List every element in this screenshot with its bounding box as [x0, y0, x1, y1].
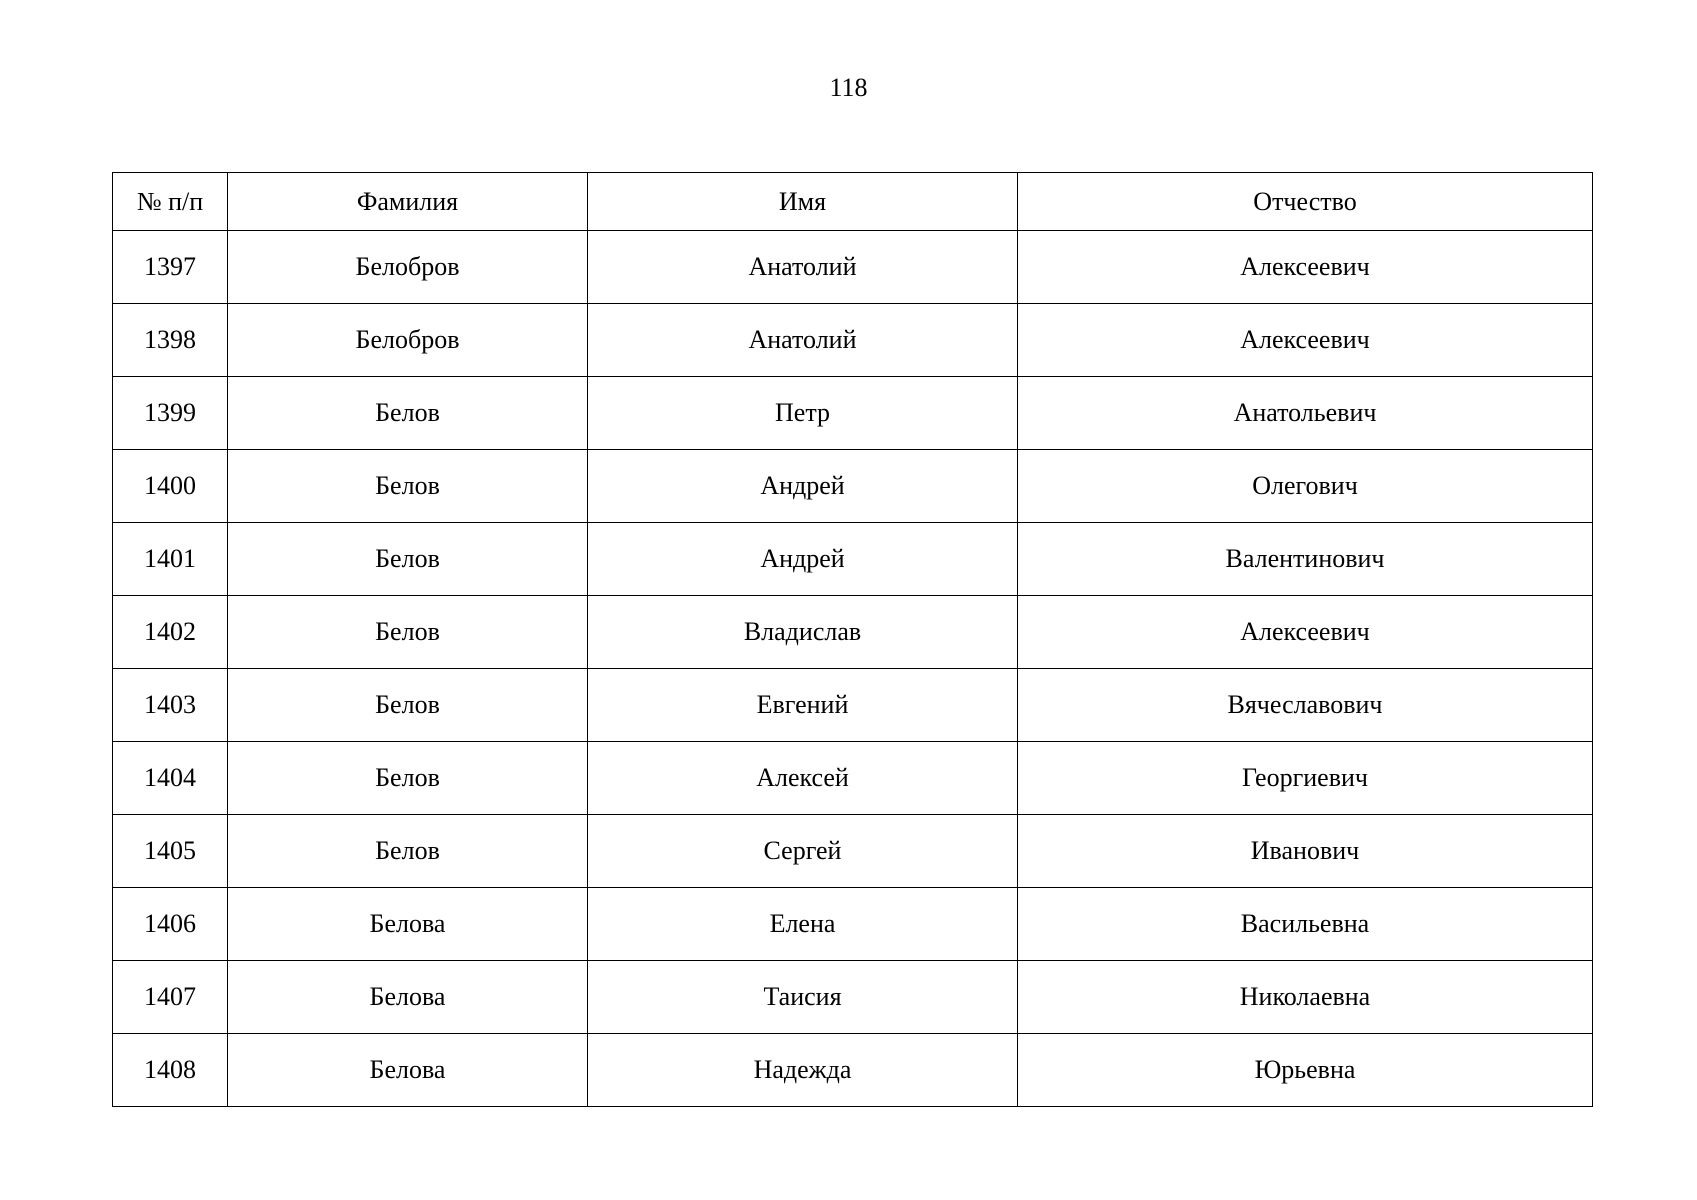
cell-name: Анатолий	[588, 231, 1018, 304]
table-body	[113, 231, 1593, 1107]
cell-surname: Белов	[228, 377, 588, 450]
cell-patronymic: Николаевна	[1018, 961, 1593, 1034]
table-row	[113, 961, 1593, 1034]
table-row	[113, 377, 1593, 450]
cell-name: Анатолий	[588, 304, 1018, 377]
cell-patronymic: Алексеевич	[1018, 304, 1593, 377]
cell-number: 1408	[113, 1034, 228, 1107]
cell-surname: Белова	[228, 1034, 588, 1107]
header-surname: Фамилия	[228, 173, 588, 231]
cell-name: Евгений	[588, 669, 1018, 742]
cell-patronymic: Иванович	[1018, 815, 1593, 888]
cell-number: 1401	[113, 523, 228, 596]
cell-name: Петр	[588, 377, 1018, 450]
table-row	[113, 450, 1593, 523]
cell-number: 1398	[113, 304, 228, 377]
cell-number: 1399	[113, 377, 228, 450]
cell-name: Алексей	[588, 742, 1018, 815]
cell-surname: Белов	[228, 523, 588, 596]
table-row	[113, 815, 1593, 888]
header-patronymic: Отчество	[1018, 173, 1593, 231]
header-number: № п/п	[113, 173, 228, 231]
cell-surname: Белов	[228, 742, 588, 815]
cell-name: Андрей	[588, 450, 1018, 523]
cell-name: Елена	[588, 888, 1018, 961]
table-row	[113, 742, 1593, 815]
cell-name: Андрей	[588, 523, 1018, 596]
cell-name: Таисия	[588, 961, 1018, 1034]
cell-number: 1406	[113, 888, 228, 961]
table-row	[113, 231, 1593, 304]
table-row	[113, 669, 1593, 742]
cell-number: 1397	[113, 231, 228, 304]
cell-surname: Белов	[228, 669, 588, 742]
cell-patronymic: Георгиевич	[1018, 742, 1593, 815]
cell-surname: Белов	[228, 450, 588, 523]
table-row	[113, 1034, 1593, 1107]
cell-patronymic: Алексеевич	[1018, 596, 1593, 669]
cell-surname: Белобров	[228, 304, 588, 377]
cell-patronymic: Вячеславович	[1018, 669, 1593, 742]
cell-patronymic: Анатольевич	[1018, 377, 1593, 450]
cell-surname: Белобров	[228, 231, 588, 304]
table-row	[113, 523, 1593, 596]
cell-patronymic: Юрьевна	[1018, 1034, 1593, 1107]
cell-number: 1400	[113, 450, 228, 523]
cell-name: Сергей	[588, 815, 1018, 888]
cell-name: Владислав	[588, 596, 1018, 669]
cell-surname: Белова	[228, 961, 588, 1034]
cell-surname: Белов	[228, 596, 588, 669]
cell-surname: Белова	[228, 888, 588, 961]
cell-number: 1402	[113, 596, 228, 669]
cell-number: 1404	[113, 742, 228, 815]
cell-name: Надежда	[588, 1034, 1018, 1107]
cell-surname: Белов	[228, 815, 588, 888]
table-row	[113, 304, 1593, 377]
table-row	[113, 888, 1593, 961]
page-number: 118	[829, 73, 868, 102]
cell-number: 1405	[113, 815, 228, 888]
cell-patronymic: Олегович	[1018, 450, 1593, 523]
cell-patronymic: Алексеевич	[1018, 231, 1593, 304]
table-row	[113, 596, 1593, 669]
roster-table	[112, 172, 1593, 1107]
header-name: Имя	[588, 173, 1018, 231]
cell-patronymic: Васильевна	[1018, 888, 1593, 961]
header-row	[113, 173, 1593, 231]
table-header	[113, 173, 1593, 231]
cell-number: 1403	[113, 669, 228, 742]
cell-patronymic: Валентинович	[1018, 523, 1593, 596]
cell-number: 1407	[113, 961, 228, 1034]
